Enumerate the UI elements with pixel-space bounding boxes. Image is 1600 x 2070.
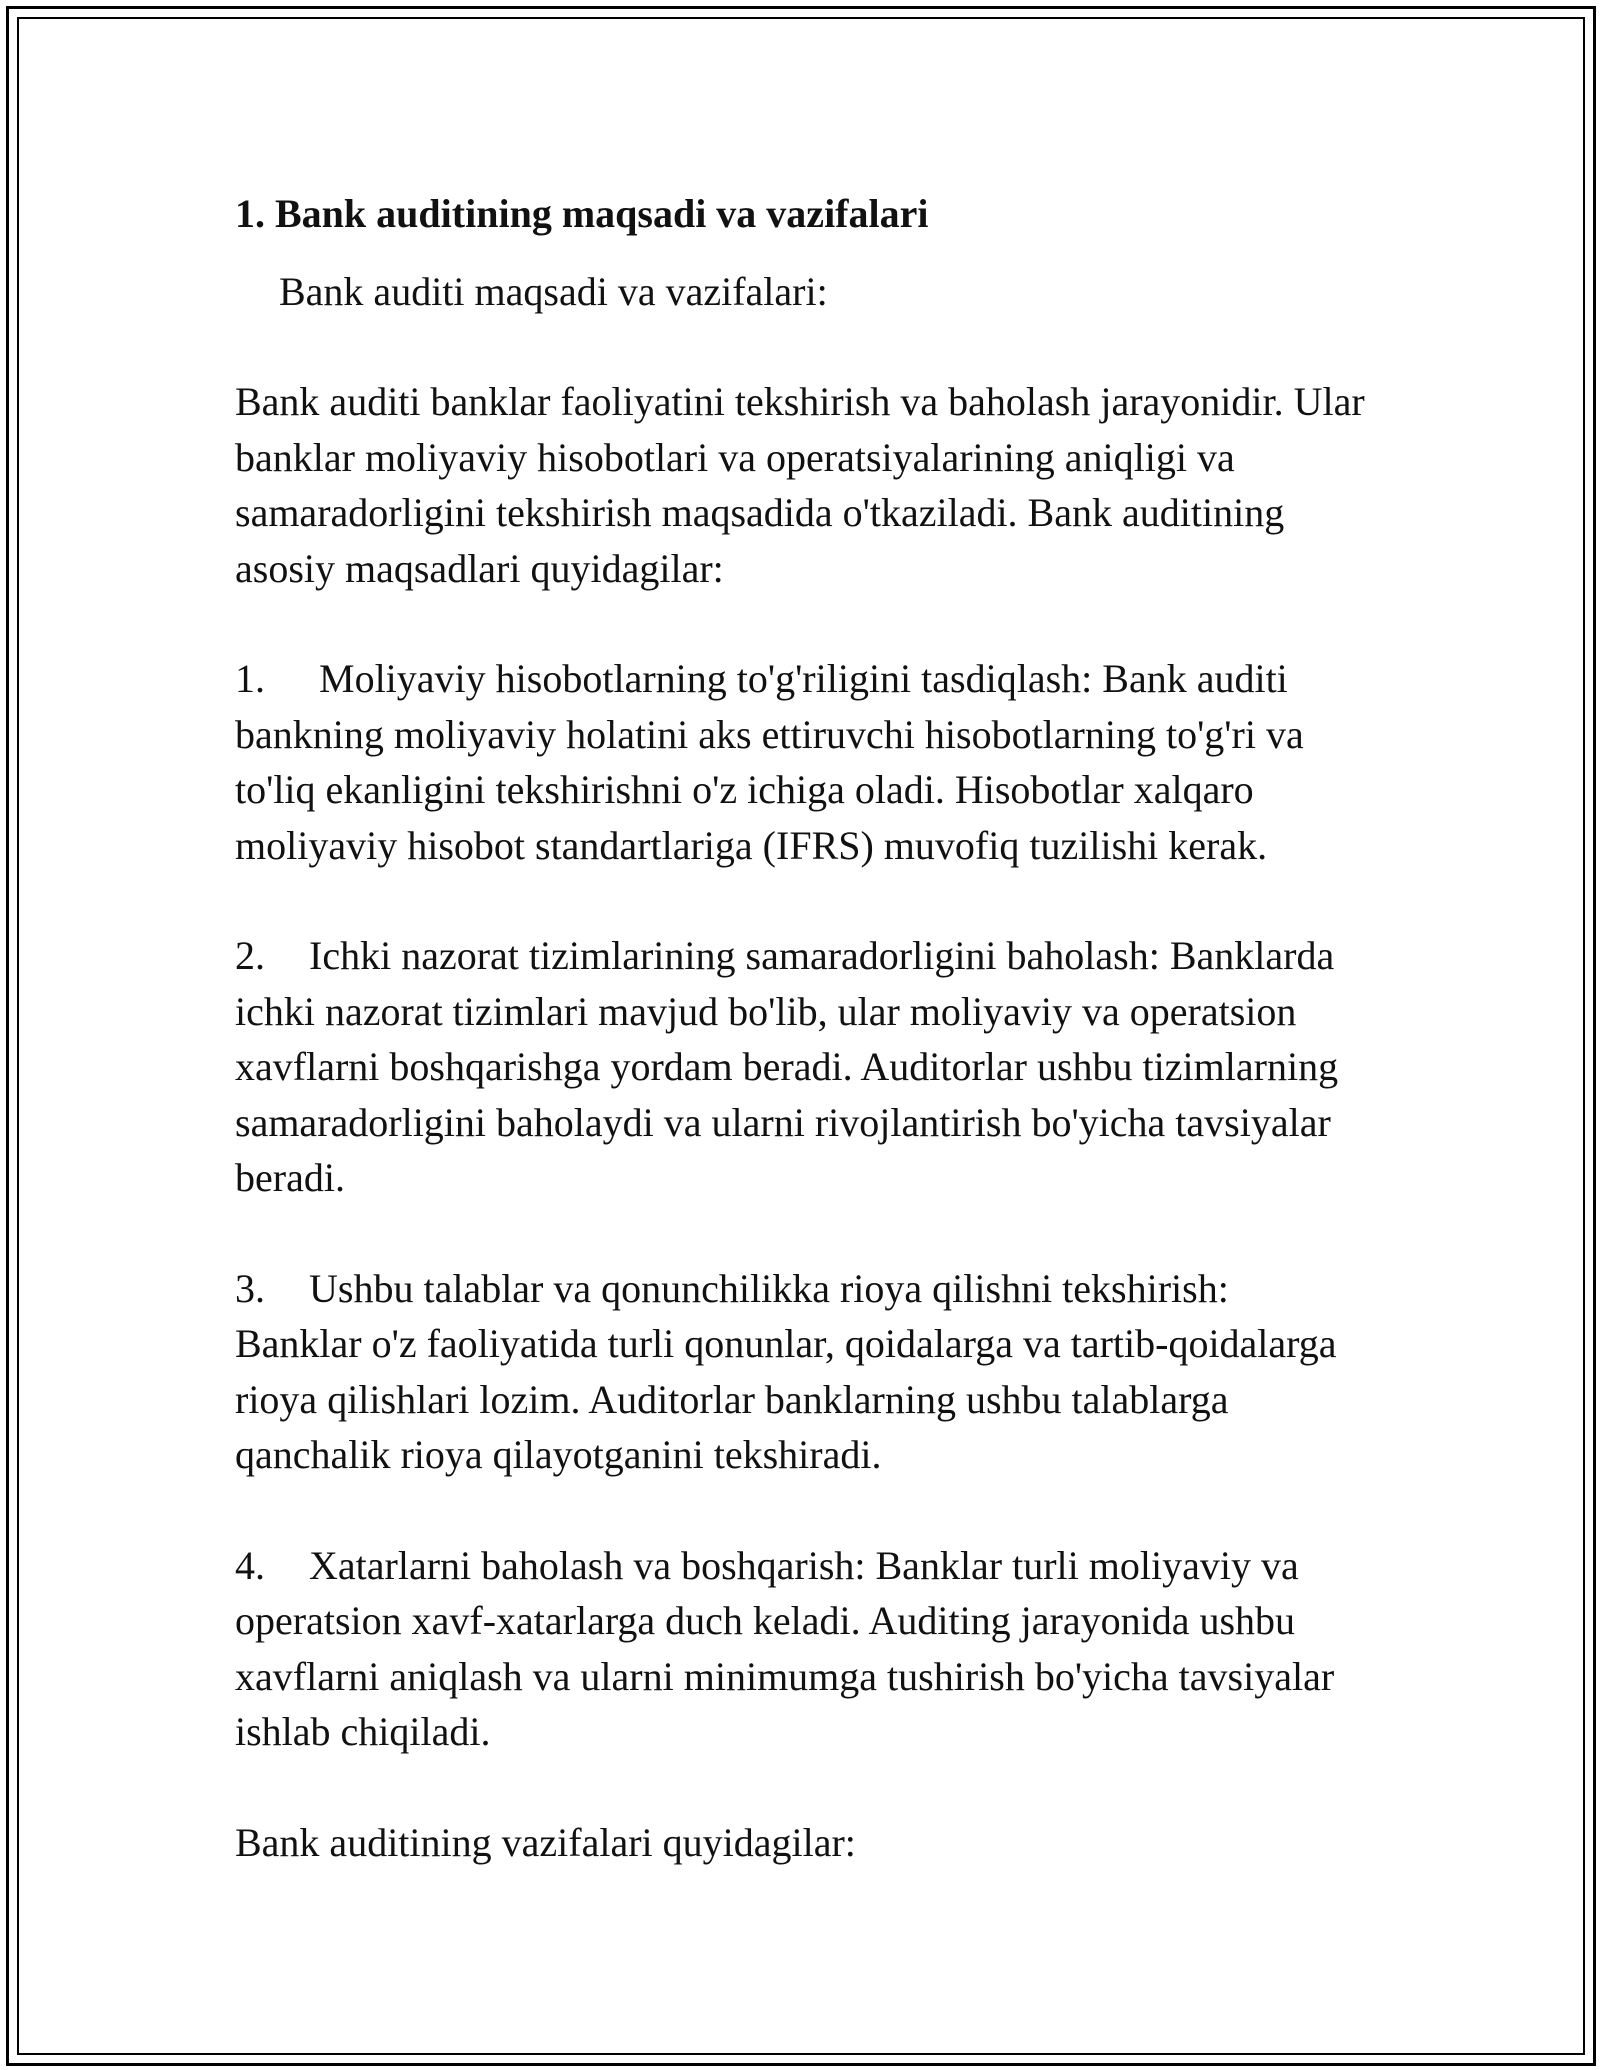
list-item-number: 4. <box>235 1542 265 1588</box>
intro-line: Bank auditi maqsadi va vazifalari: <box>279 269 828 314</box>
list-item-4 <box>235 1538 1365 1760</box>
paragraph-1: Bank auditi banklar faoliyatini tekshirish va baholash jarayonidir. Ular banklar moliyaviy hisobotlari va operatsiyalarining aniqligi va samaradorligini tekshirish maqsadida o'tkaziladi. Bank auditining asosiy maqsadlari quyidagilar: <box>235 379 1365 591</box>
section-heading: 1. Bank auditining maqsadi va vazifalari <box>235 191 929 236</box>
list-item-text: Xatarlarni baholash va boshqarish: Banklar turli moliyaviy va operatsion xavf-xatarlarga duch keladi. Auditing jarayonida ushbu xavflarni aniqlash va ularni minimumga tushirish bo'yicha tavsiyalar ishlab chiqiladi. <box>235 1542 1335 1754</box>
list-item-number: 1. <box>235 656 265 701</box>
list-item-3 <box>235 1261 1365 1483</box>
list-item-1 <box>235 651 1365 873</box>
list-item-text: Ichki nazorat tizimlarining samaradorligini baholash: Banklarda ichki nazorat tizimlari mavjud bo'lib, ular moliyaviy va operatsion xavflarni boshqarishga yordam beradi. Auditorlar ushbu tizimlarning samaradorligini baholaydi va ularni rivojlantirish bo'yicha tavsiyalar beradi. <box>235 933 1339 1200</box>
document-body <box>235 188 1365 1870</box>
closing-line: Bank auditining vazifalari quyidagilar: <box>235 1819 856 1865</box>
list-item-text: Ushbu talablar va qonunchilikka rioya qilishni tekshirish: Banklar o'z faoliyatida turli qonunlar, qoidalarga va tartib-qoidalarga rioya qilishlari lozim. Auditorlar banklarning ushbu talablarga qanchalik rioya qilayotganini tekshiradi. <box>235 1265 1337 1477</box>
list-item-number: 2. <box>235 933 265 978</box>
list-item-text: Moliyaviy hisobotlarning to'g'riligini tasdiqlash: Bank auditi bankning moliyaviy holatini aks ettiruvchi hisobotlarning to'g'ri va to'liq ekanligini tekshirishni o'z ichiga oladi. Hisobotlar xalqaro moliyaviy hisobot standartlariga (IFRS) muvofiq tuzilishi kerak. <box>235 656 1304 868</box>
list-item-2 <box>235 928 1365 1206</box>
list-item-number: 3. <box>235 1265 265 1311</box>
